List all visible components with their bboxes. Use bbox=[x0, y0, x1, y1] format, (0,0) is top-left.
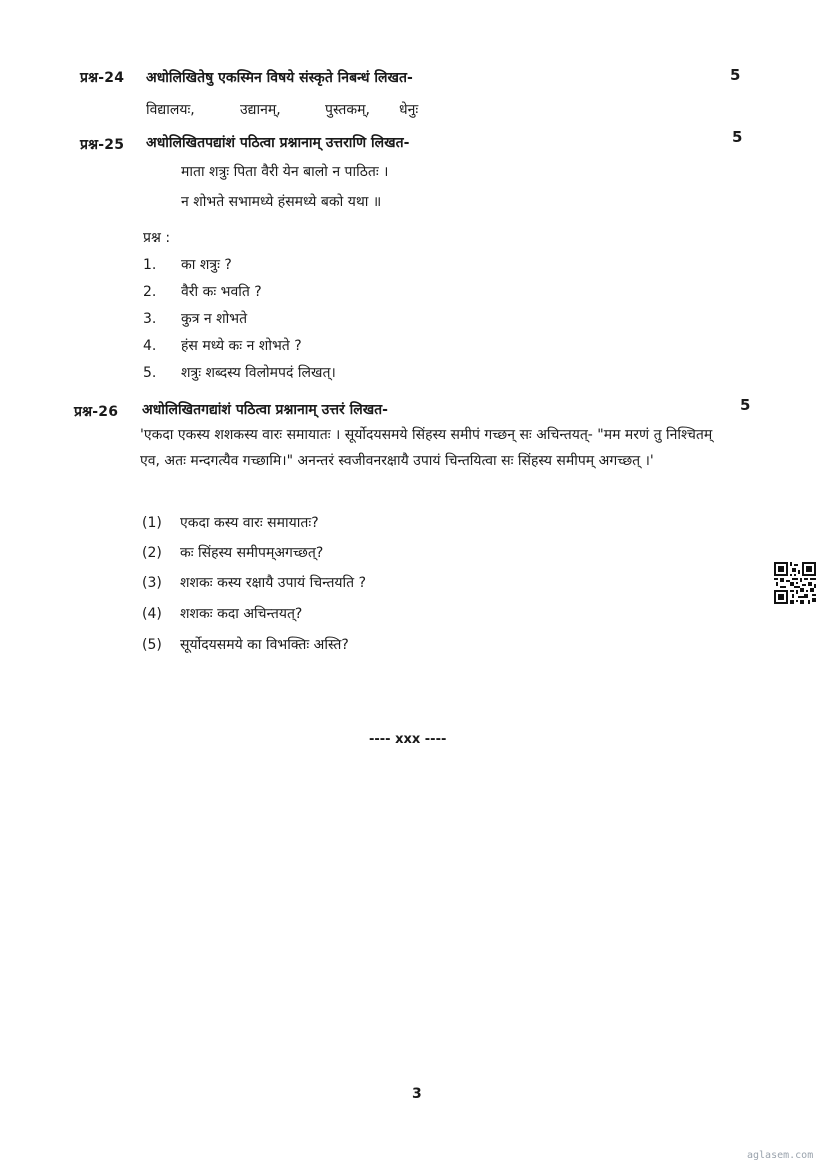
q26-question-num: (5) bbox=[142, 637, 162, 653]
q24-option: उद्यानम्, bbox=[240, 102, 281, 118]
q24-option: धेनुः bbox=[399, 102, 419, 118]
q25-verse-line: माता शत्रुः पिता वैरी येन बालो न पाठितः । bbox=[181, 164, 389, 180]
q25-number: प्रश्न-25 bbox=[80, 137, 125, 153]
q25-question-num: 3. bbox=[143, 311, 157, 327]
q25-verse-line: न शोभते सभामध्ये हंसमध्ये बको यथा ॥ bbox=[181, 194, 382, 210]
qr-code-icon bbox=[774, 562, 816, 604]
q24-option: विद्यालयः, bbox=[146, 102, 195, 118]
q26-marks: 5 bbox=[740, 396, 751, 414]
watermark: aglasem.com bbox=[747, 1150, 814, 1161]
q26-question-num: (3) bbox=[142, 575, 162, 591]
q26-question-num: (1) bbox=[142, 515, 162, 531]
q25-questions-label: प्रश्न : bbox=[143, 230, 171, 246]
q24-option: पुस्तकम्, bbox=[325, 102, 370, 118]
q26-question-text: सूर्योदयसमये का विभक्तिः अस्ति? bbox=[180, 637, 349, 653]
q26-number: प्रश्न-26 bbox=[74, 404, 119, 420]
q25-question-num: 2. bbox=[143, 284, 157, 300]
q25-question-text: वैरी कः भवति ? bbox=[181, 284, 262, 300]
q25-question-text: कुत्र न शोभते bbox=[181, 311, 248, 327]
q26-question-num: (2) bbox=[142, 545, 162, 561]
q26-question-text: शशकः कस्य रक्षायै उपायं चिन्तयति ? bbox=[180, 575, 367, 591]
q25-question-num: 1. bbox=[143, 257, 157, 273]
q25-question-num: 4. bbox=[143, 338, 157, 354]
q25-marks: 5 bbox=[732, 128, 743, 146]
q24-heading: अधोलिखितेषु एकस्मिन विषये संस्कृते निबन्धं लिखत- bbox=[146, 70, 413, 86]
q24-number: प्रश्न-24 bbox=[80, 70, 125, 86]
end-separator: ---- xxx ---- bbox=[369, 732, 447, 747]
q25-heading: अधोलिखितपद्यांशं पठित्वा प्रश्नानाम् उत्तराणि लिखत- bbox=[146, 135, 410, 151]
q26-question-text: शशकः कदा अचिन्तयत्? bbox=[180, 606, 303, 622]
q25-question-text: का शत्रुः ? bbox=[181, 257, 232, 273]
q24-marks: 5 bbox=[730, 66, 741, 84]
q26-passage: 'एकदा एकस्य शशकस्य वारः समायातः । सूर्योदयसमये सिंहस्य समीपं गच्छन् सः अचिन्तयत्- "मम मरणं तु निश्चितम् एव, अतः मन्दगत्यैव गच्छामि।" अनन्तरं स्वजीवनरक्षायै उपायं चिन्तयित्वा सः सिंहस्य समीपम् अगच्छत् ।' bbox=[140, 427, 713, 469]
q26-question-text: एकदा कस्य वारः समायातः? bbox=[180, 515, 319, 531]
q26-question-text: कः सिंहस्य समीपम्अगच्छत्? bbox=[180, 545, 324, 561]
page-number: 3 bbox=[412, 1086, 422, 1102]
q26-question-num: (4) bbox=[142, 606, 162, 622]
q25-question-text: हंस मध्ये कः न शोभते ? bbox=[181, 338, 302, 354]
q26-heading: अधोलिखितगद्यांशं पठित्वा प्रश्नानाम् उत्तरं लिखत- bbox=[142, 402, 388, 418]
q25-question-num: 5. bbox=[143, 365, 157, 381]
q25-question-text: शत्रुः शब्दस्य विलोमपदं लिखत्। bbox=[181, 365, 336, 381]
